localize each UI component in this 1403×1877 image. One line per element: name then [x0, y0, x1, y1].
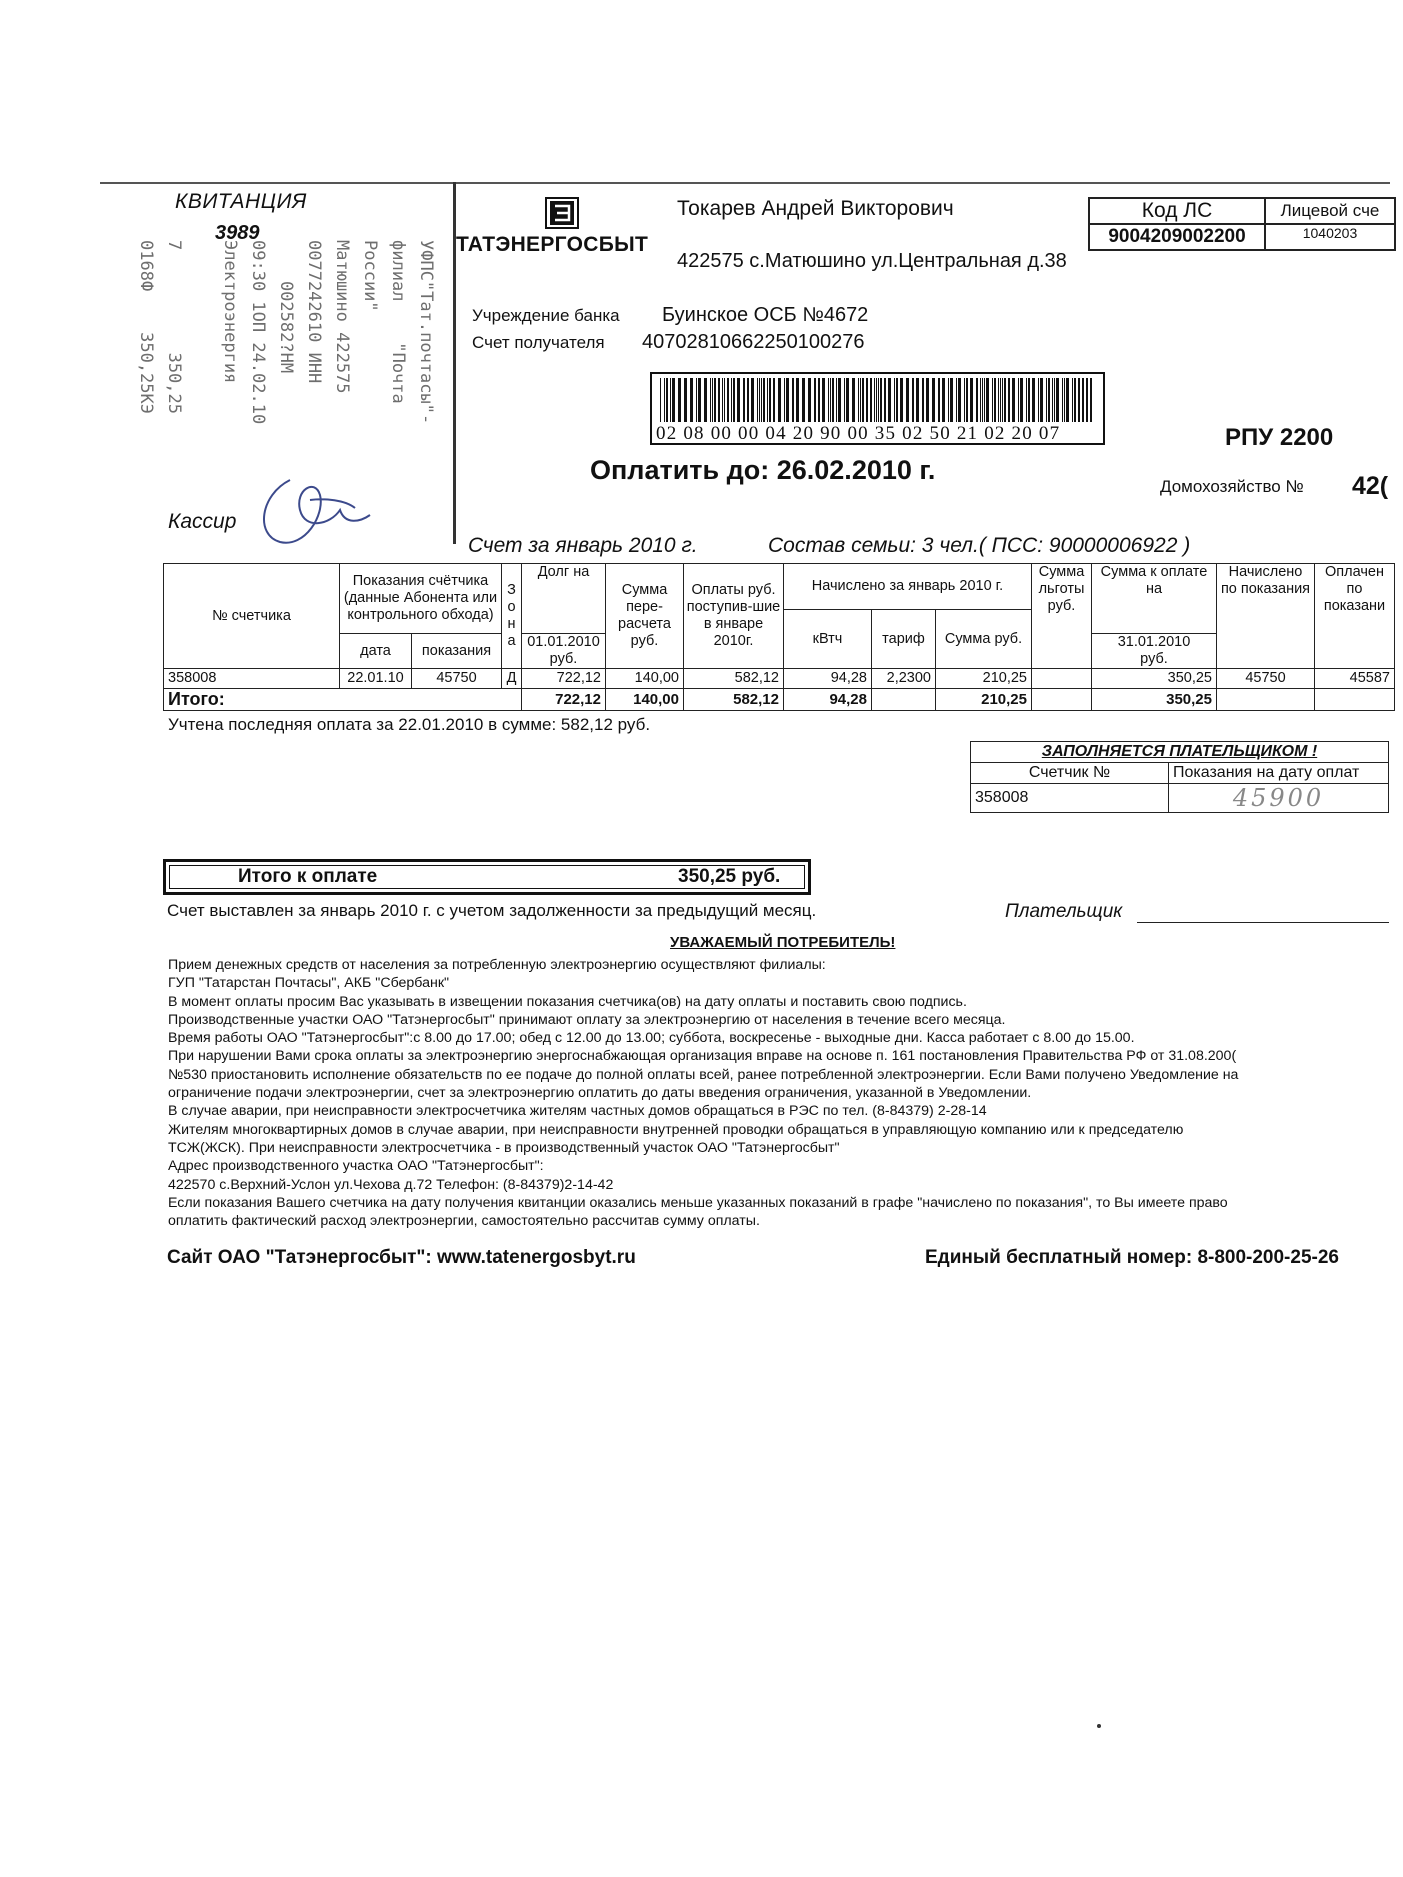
- header-kwh: кВтч: [784, 610, 872, 669]
- header-readings-date: дата: [340, 634, 412, 669]
- stamp-line: 002582?НМ: [276, 240, 296, 374]
- stamp-line: Матюшино 422575: [332, 240, 352, 394]
- barcode-bar: [880, 378, 882, 422]
- notice-line: оплатить фактический расход электроэнергии, самостоятельно рассчитав сумму оплаты.: [168, 1213, 760, 1230]
- payer-fill-table: [970, 741, 1389, 813]
- row-tariff: 2,2300: [872, 669, 936, 689]
- stamp-line: России": [360, 240, 380, 312]
- header-meter-no: № счетчика: [164, 564, 340, 669]
- barcode-bar: [759, 378, 760, 422]
- family-composition: Состав семьи: 3 чел.( ПСС: 90000006922 ): [768, 534, 1191, 557]
- stamp-line: 0168Ф 350,25КЭ: [136, 240, 156, 414]
- barcode-bar: [763, 378, 765, 422]
- barcode-bar: [1078, 378, 1080, 422]
- barcode-bar: [722, 378, 723, 422]
- row-to-pay: 350,25: [1092, 669, 1217, 689]
- barcode-bar: [1090, 378, 1092, 422]
- barcode-bar: [1074, 378, 1076, 422]
- table-row: [164, 669, 1395, 689]
- stub-title: КВИТАНЦИЯ: [175, 190, 307, 213]
- barcode-bar: [906, 378, 909, 422]
- barcode-bar: [896, 378, 898, 422]
- stamp-line: УФПС"Тат.почтасы"-: [416, 240, 436, 425]
- barcode-bar: [976, 378, 978, 422]
- barcode-digits: 02 08 00 00 04 20 90 00 35 02 50 21 02 20 07: [656, 423, 1061, 444]
- barcode-bar: [743, 378, 745, 422]
- barcode-bar: [852, 378, 855, 422]
- row-date: 22.01.10: [340, 669, 412, 689]
- barcode-bar: [767, 378, 768, 422]
- cashier-signature: [250, 470, 380, 550]
- stamp-line: 09:30 1ОП 24.02.10: [248, 240, 268, 425]
- stamp-line: филиал "Почта: [388, 240, 408, 404]
- notice-line: Производственные участки ОАО "Татэнергосбыт" принимают оплату за электроэнергию от населения в течение всего месяца.: [168, 1011, 1006, 1028]
- household-value: 42(: [1352, 472, 1389, 500]
- row-zone: Д: [502, 669, 522, 689]
- notice-line: Прием денежных средств от населения за потребленную электроэнергию осуществляют филиалы:: [168, 957, 826, 973]
- row-sum: 210,25: [936, 669, 1032, 689]
- stamp-line: 0077242610 ИНН: [304, 240, 324, 384]
- barcode-bar: [980, 378, 981, 422]
- barcode-bar: [731, 378, 732, 422]
- barcode-bar: [984, 378, 985, 422]
- row-meter: 358008: [164, 669, 340, 689]
- barcode-bar: [884, 378, 886, 422]
- barcode-bar: [1064, 378, 1065, 422]
- barcode-bar: [1082, 378, 1084, 422]
- barcode-bar: [838, 378, 841, 422]
- barcode-bar: [926, 378, 929, 422]
- account-label: Счет получателя: [472, 333, 605, 352]
- barcode-bar: [992, 378, 993, 422]
- barcode-bar: [712, 378, 713, 422]
- row-kwh: 94,28: [784, 669, 872, 689]
- barcode-bar: [778, 378, 781, 422]
- total-label: Итого:: [164, 689, 522, 711]
- header-tariff: тариф: [872, 610, 936, 669]
- barcode-bar: [836, 378, 837, 422]
- barcode-bar: [684, 378, 687, 422]
- barcode-bar: [894, 378, 895, 422]
- barcode-bar: [666, 378, 668, 422]
- barcode-bar: [1062, 378, 1063, 422]
- barcode-bar: [876, 378, 877, 422]
- barcode-bar: [1046, 378, 1047, 422]
- total-payments: 582,12: [684, 689, 784, 711]
- barcode-bar: [796, 378, 799, 422]
- notice-line: №530 приостановить исполнение обязательств по ее подаче до полной оплаты всей, ранее потребленной электроэнергии. Если Вами получено Уведомление на: [168, 1066, 1239, 1083]
- barcode-bar: [964, 378, 965, 422]
- rpu-code: РПУ 2200: [1225, 424, 1334, 451]
- barcode-bar: [747, 378, 749, 422]
- footer-phone: Единый бесплатный номер: 8-800-200-25-26: [925, 1247, 1339, 1268]
- notice-line: Жителям многоквартирных домов в случае аварии, при неисправности внутренней проводки обращаться в управляющую компанию или к председателю: [168, 1121, 1184, 1138]
- last-payment-note: Учтена последняя оплата за 22.01.2010 в сумме: 582,12 руб.: [168, 715, 651, 734]
- header-accrued: Начислено за январь 2010 г.: [784, 564, 1032, 610]
- payer-meter-value: 358008: [971, 784, 1169, 813]
- barcode-bar: [1020, 378, 1023, 422]
- invoice-period: Счет за январь 2010 г.: [468, 534, 698, 557]
- barcode-bar: [672, 378, 675, 422]
- barcode-bar: [874, 378, 875, 422]
- barcode-bar: [1000, 378, 1001, 422]
- barcode-bar: [670, 378, 671, 422]
- header-accrued-by-reading: Начислено по показания: [1217, 564, 1315, 669]
- barcode-bar: [786, 378, 789, 422]
- stamp-line: Электроэнергия: [220, 240, 240, 384]
- barcode-bar: [958, 378, 961, 422]
- account-value: 40702810662250100276: [642, 331, 865, 353]
- barcode-bar: [751, 378, 754, 422]
- barcode-bar: [690, 378, 693, 422]
- personal-account-label: Лицевой сче: [1265, 198, 1395, 224]
- notice-line: ТСЖ(ЖСК). При неисправности электросчетчика - в производственный участок ОАО "Татэнергосбыт": [168, 1139, 840, 1156]
- header-recalc: Сумма пере-расчета руб.: [606, 564, 684, 669]
- barcode-bar: [1056, 378, 1059, 422]
- barcode-bar: [1066, 378, 1069, 422]
- header-to-pay-date: 31.01.2010 руб.: [1092, 634, 1217, 669]
- barcode-bar: [733, 378, 735, 422]
- notice-line: Время работы ОАО "Татэнергосбыт":с 8.00 до 17.00; обед с 12.00 до 13.00; суббота, воскресенье - выходные дни. Касса работает с 8.00 до 15.00.: [168, 1030, 1135, 1047]
- barcode-bar: [814, 378, 816, 422]
- barcode-bar: [761, 378, 762, 422]
- barcode-bar: [792, 378, 794, 422]
- barcode-bar: [846, 378, 849, 422]
- payer-name: Токарев Андрей Викторович: [677, 197, 954, 220]
- household-label: Домохозяйство №: [1160, 477, 1304, 496]
- barcode-bar: [1072, 378, 1073, 422]
- payer-col-meter: Счетчик №: [971, 763, 1169, 784]
- row-reading: 45750: [412, 669, 502, 689]
- barcode-bar: [844, 378, 845, 422]
- row-recalc: 140,00: [606, 669, 684, 689]
- barcode-bar: [858, 378, 859, 422]
- barcode-bar: [678, 378, 681, 422]
- stub-number: 3989: [215, 222, 260, 244]
- barcode-bar: [900, 378, 903, 422]
- barcode-bar: [912, 378, 914, 422]
- row-paid-by-reading: 45587: [1315, 669, 1395, 689]
- barcode-bar: [769, 378, 771, 422]
- scan-speck: [1097, 1724, 1101, 1728]
- barcode-bar: [1086, 378, 1088, 422]
- barcode-bar: [938, 378, 940, 422]
- payer-signature-label: Плательщик: [1005, 901, 1123, 922]
- barcode-bar: [1038, 378, 1039, 422]
- barcode-bar: [932, 378, 935, 422]
- barcode-bar: [860, 378, 861, 422]
- notice-line: ГУП "Татарстан Почтасы", АКБ "Сбербанк": [168, 975, 450, 992]
- notice-line: В случае аварии, при неисправности электросчетчика жителям частных домов обращаться в РЭС по тел. (8-84379) 2-28-14: [168, 1103, 987, 1120]
- barcode-bar: [916, 378, 919, 422]
- barcode-bar: [802, 378, 805, 422]
- barcode-bar: [956, 378, 957, 422]
- footer-site: Сайт ОАО "Татэнергосбыт": www.tatenergosbyt.ru: [167, 1247, 636, 1268]
- barcode-bar: [664, 378, 665, 422]
- payer-address: 422575 с.Матюшино ул.Центральная д.38: [677, 250, 1067, 272]
- header-to-pay: Сумма к оплате на: [1092, 564, 1217, 634]
- payer-reading-handwritten: 45900: [1232, 784, 1325, 812]
- bank-value: Буинское ОСБ №4672: [662, 304, 869, 326]
- notice-title: УВАЖАЕМЫЙ ПОТРЕБИТЕЛЬ!: [670, 934, 896, 951]
- bill-note: Счет выставлен за январь 2010 г. с учетом задолженности за предыдущий месяц.: [167, 901, 817, 920]
- barcode-bar: [878, 378, 879, 422]
- cashier-label: Кассир: [168, 510, 237, 533]
- total-to-pay: 350,25: [1092, 689, 1217, 711]
- row-debt: 722,12: [522, 669, 606, 689]
- barcode-bar: [704, 378, 707, 422]
- pay-until: Оплатить до: 26.02.2010 г.: [590, 455, 936, 485]
- barcode-bar: [718, 378, 720, 422]
- barcode-bar: [773, 378, 775, 422]
- notice-line: 422570 с.Верхний-Услон ул.Чехова д.72 Телефон: (8-84379)2-14-42: [168, 1176, 614, 1193]
- notice-line: В момент оплаты просим Вас указывать в извещении показания счетчика(ов) на дату оплаты и поставить свою подпись.: [168, 993, 967, 1010]
- barcode-bar: [808, 378, 811, 422]
- barcode-bar: [982, 378, 983, 422]
- payer-signature-line[interactable]: [1137, 922, 1389, 923]
- barcode-bar: [1008, 378, 1010, 422]
- company-logo-icon: [545, 197, 579, 229]
- barcode-bar: [1018, 378, 1019, 422]
- payer-reading-input[interactable]: [1169, 784, 1389, 813]
- total-kwh: 94,28: [784, 689, 872, 711]
- barcode-bar: [948, 378, 949, 422]
- barcode-bar: [1028, 378, 1030, 422]
- barcode-bar: [950, 378, 953, 422]
- notice-line: Адрес производственного участка ОАО "Татэнергосбыт":: [168, 1158, 544, 1175]
- header-benefit: Сумма льготы руб.: [1032, 564, 1092, 669]
- barcode-bars: [652, 376, 1103, 422]
- barcode-bar: [724, 378, 725, 422]
- total-debt: 722,12: [522, 689, 606, 711]
- barcode-bar: [828, 378, 829, 422]
- barcode-bar: [757, 378, 758, 422]
- barcode-bar: [818, 378, 820, 422]
- notice-line: При нарушении Вами срока оплаты за электроэнергию энергоснабжающая организация вправе на основе п. 161 постановления Правительства РФ от 31.08.200(: [168, 1048, 1237, 1065]
- header-debt-date: 01.01.2010 руб.: [522, 634, 606, 669]
- personal-account-value: 1040203: [1265, 224, 1395, 250]
- barcode-bar: [888, 378, 891, 422]
- stamp-line: [188, 240, 216, 480]
- barcode-bar: [986, 378, 989, 422]
- barcode-bar: [830, 378, 831, 422]
- barcode-bar: [696, 378, 697, 422]
- total-recalc: 140,00: [606, 689, 684, 711]
- company-logo-text: ТАТЭНЕРГОСБЫТ: [456, 233, 649, 256]
- barcode-bar: [994, 378, 996, 422]
- barcode-bar: [660, 378, 661, 422]
- top-rule: [100, 182, 1390, 184]
- code-ls-label: Код ЛС: [1089, 198, 1265, 224]
- post-office-stamp: [136, 240, 440, 480]
- header-zone: З о н а: [502, 564, 522, 669]
- barcode-bar: [966, 378, 968, 422]
- charges-table: [163, 563, 1395, 711]
- total-sum: 210,25: [936, 689, 1032, 711]
- barcode-bar: [727, 378, 729, 422]
- notice-body: [168, 956, 1393, 1230]
- barcode-bar: [1054, 378, 1055, 422]
- barcode-bar: [942, 378, 945, 422]
- barcode-bar: [737, 378, 740, 422]
- payer-col-reading: Показания на дату оплат: [1169, 763, 1389, 784]
- payer-fill-title: ЗАПОЛНЯЕТСЯ ПЛАТЕЛЬЩИКОМ !: [971, 742, 1389, 763]
- barcode-bar: [822, 378, 825, 422]
- barcode-bar: [1052, 378, 1053, 422]
- header-readings: Показания счётчика (данные Абонента или контрольного обхода): [340, 564, 502, 634]
- barcode-bar: [1026, 378, 1027, 422]
- total-to-pay-value: 350,25 руб.: [678, 866, 781, 887]
- total-to-pay-label: Итого к оплате: [238, 866, 378, 887]
- barcode-bar: [998, 378, 999, 422]
- barcode-bar: [870, 378, 872, 422]
- barcode-bar: [1032, 378, 1035, 422]
- row-payments: 582,12: [684, 669, 784, 689]
- barcode-bar: [710, 378, 711, 422]
- barcode-bar: [1002, 378, 1003, 422]
- barcode-bar: [1048, 378, 1050, 422]
- bank-label: Учреждение банка: [472, 306, 620, 325]
- barcode-bar: [832, 378, 834, 422]
- notice-line: Если показания Вашего счетчика на дату получения квитанции оказались меньше указанных показаний в графе "начислено по показания", то Вы имеете право: [168, 1194, 1228, 1211]
- header-payments: Оплаты руб. поступив-шие в январе 2010г.: [684, 564, 784, 669]
- barcode-bar: [1012, 378, 1015, 422]
- barcode-bar: [866, 378, 868, 422]
- barcode-bar: [714, 378, 716, 422]
- stamp-line: 7 350,25: [164, 240, 184, 414]
- barcode-bar: [970, 378, 973, 422]
- header-paid-by-reading: Оплачен по показани: [1315, 564, 1395, 669]
- header-debt: Долг на: [522, 564, 606, 634]
- total-row: [164, 689, 1395, 711]
- barcode-bar: [862, 378, 864, 422]
- barcode-bar: [922, 378, 924, 422]
- account-code-table: [1088, 197, 1396, 251]
- barcode-bar: [1004, 378, 1006, 422]
- row-accrued-by-reading: 45750: [1217, 669, 1315, 689]
- header-sum: Сумма руб.: [936, 610, 1032, 669]
- row-benefit: [1032, 669, 1092, 689]
- barcode-bar: [784, 378, 785, 422]
- header-readings-value: показания: [412, 634, 502, 669]
- barcode-bar: [1040, 378, 1043, 422]
- barcode-bar: [698, 378, 701, 422]
- notice-line: ограничение подачи электроэнергии, счет за электроэнергию оплатить до даты введения ограничения, указанной в Уведомлении.: [168, 1085, 1032, 1102]
- code-ls-value: 9004209002200: [1089, 224, 1265, 250]
